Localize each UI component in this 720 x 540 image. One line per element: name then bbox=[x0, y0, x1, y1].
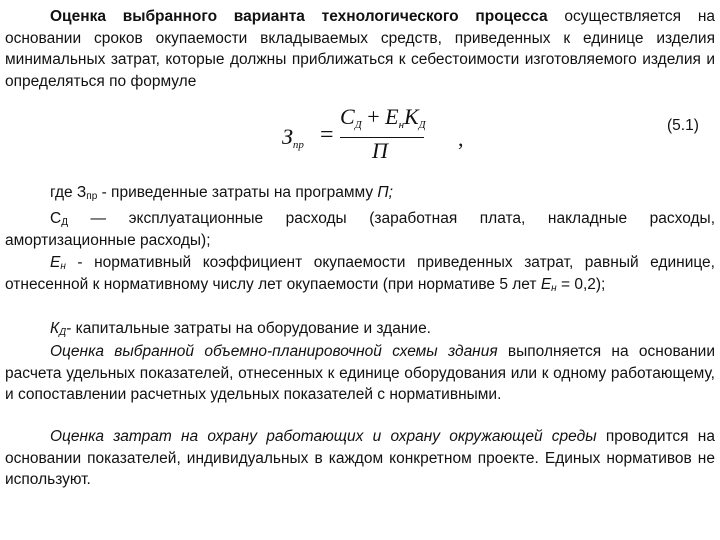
cost-paragraph bbox=[5, 426, 715, 491]
cost-text: проводится на основании показателей, индивидуальных в каждом конкретном проекте. Единых нормативов не используют. bbox=[5, 428, 715, 488]
where-program-symbol: П; bbox=[377, 184, 393, 201]
intro-text: осуществляется на основании сроков окупаемости вкладываемых средств, приведенных к единице изделия минимальных затрат, которые должны приближаться к себестоимости изготовляемого изделия и определяться по формуле bbox=[5, 8, 715, 90]
formula-k-subscript: Д bbox=[418, 119, 426, 131]
formula-numerator bbox=[340, 104, 426, 130]
cd-subscript: Д bbox=[61, 217, 68, 228]
formula-lhs bbox=[282, 124, 304, 150]
kd-symbol: К bbox=[50, 320, 60, 337]
formula-k-symbol: К bbox=[404, 104, 419, 129]
formula-comma: , bbox=[458, 126, 464, 151]
formula-denominator: П bbox=[372, 138, 388, 163]
formula-equals: = bbox=[320, 122, 334, 148]
formula-e-subscript: н bbox=[398, 119, 405, 131]
formula-lhs-symbol: З bbox=[282, 124, 293, 149]
equation-number: (5.1) bbox=[667, 117, 699, 134]
en-tail: = 0,2); bbox=[556, 275, 606, 293]
intro-paragraph bbox=[5, 6, 715, 92]
where-paragraph bbox=[5, 182, 715, 204]
formula-5-1 bbox=[278, 104, 478, 168]
en-symbol-2: Е bbox=[540, 275, 552, 293]
en-symbol: Е bbox=[50, 254, 61, 271]
where-subscript: пр bbox=[86, 191, 98, 202]
cost-heading: Оценка затрат на охрану работающих и охрану окружающей среды bbox=[50, 428, 597, 445]
en-subscript: н bbox=[60, 261, 66, 272]
en-subscript-2: н bbox=[551, 282, 557, 294]
where-prefix: где З bbox=[50, 184, 87, 201]
plan-heading: Оценка выбранной объемно-планировочной схемы здания bbox=[50, 343, 498, 360]
formula-plus: + bbox=[361, 104, 386, 129]
kd-subscript: Д bbox=[59, 327, 67, 338]
en-text: - нормативный коэффициент окупаемости приведенных затрат, равный единице, отнесенной к нормативному числу лет окупаемости (при нормативе 5 лет bbox=[5, 254, 715, 293]
formula-lhs-subscript: пр bbox=[292, 139, 304, 151]
kd-paragraph bbox=[5, 318, 715, 340]
formula-c-subscript: Д bbox=[354, 119, 362, 131]
formula-c-symbol: С bbox=[340, 104, 355, 129]
plan-text: выполняется на основании расчета удельных показателей, отнесенных к единице оборудования или к одному работающему, и сопоставлении расчетных удельных показателей с нормативными. bbox=[5, 343, 715, 403]
cd-text: — эксплуатационные расходы (заработная плата, накладные расходы, амортизационные расходы); bbox=[5, 210, 715, 249]
cd-paragraph bbox=[5, 208, 715, 251]
formula-e-symbol: Е bbox=[385, 104, 399, 129]
plan-paragraph bbox=[5, 341, 715, 406]
en-paragraph bbox=[5, 252, 715, 295]
kd-text: - капитальные затраты на оборудование и здание. bbox=[66, 320, 431, 337]
intro-heading: Оценка выбранного варианта технологического процесса bbox=[50, 8, 548, 25]
cd-symbol: С bbox=[50, 210, 62, 227]
where-text: - приведенные затраты на программу bbox=[97, 184, 378, 201]
